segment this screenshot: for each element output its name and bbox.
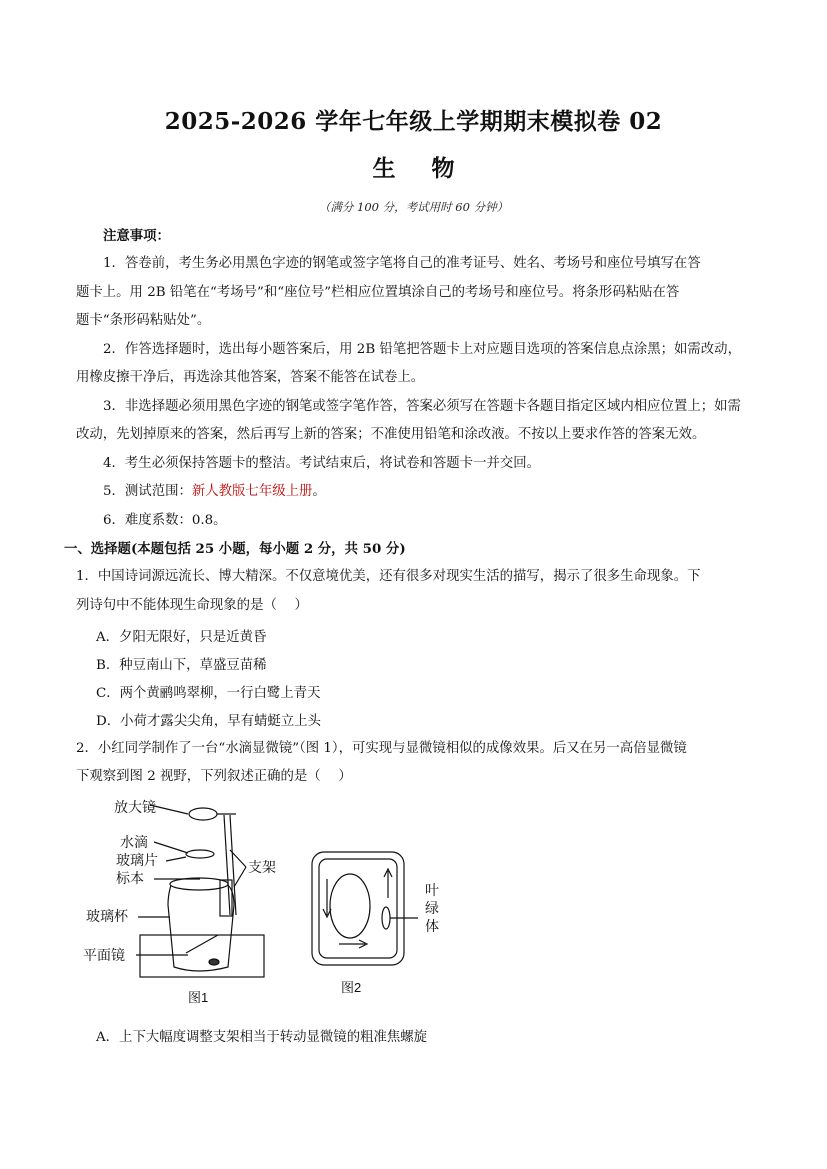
vacuole	[330, 874, 370, 938]
notice-item-3-line-1: 3．非选择题必须用黑色字迹的钢笔或签字笔作答，答案必须写在答题卡各题目指定区域内相应位置上；如需	[103, 399, 741, 414]
leader-water-drop	[154, 842, 188, 853]
question-2-option-a: A．上下大幅度调整支架相当于转动显微镜的粗准焦螺旋	[96, 1030, 428, 1045]
score-note: （满分 100 分，考试用时 60 分钟）	[318, 200, 509, 214]
question-1-line-2: 列诗句中不能体现生命现象的是（ ）	[76, 598, 308, 613]
label-flat-mirror: 平面镜	[83, 947, 125, 963]
question-1-option-d: D．小荷才露尖尖角，早有蜻蜓立上头	[96, 714, 321, 729]
question-1-option-c: C．两个黄鹂鸣翠柳，一行白鹭上青天	[96, 686, 321, 701]
notice-item-5	[103, 482, 783, 502]
question-2-figure	[78, 795, 439, 1010]
label-magnifier: 放大镜	[114, 799, 156, 815]
glass-cup-shape	[168, 885, 234, 971]
chloroplast-shape	[382, 907, 390, 929]
label-fig2: 图2	[341, 980, 362, 995]
notice-item-3-line-2: 改动，先划掉原来的答案，然后再写上新的答案；不准使用铅笔和涂改液。不按以上要求作答的答案无效。	[76, 427, 706, 442]
question-2-line-1: 2．小红同学制作了一台“水滴显微镜”（图 1），可实现与显微镜相似的成像效果。后又在另一高倍显微镜	[76, 741, 687, 756]
question-2-line-2: 下观察到图 2 视野，下列叙述正确的是（ ）	[76, 769, 352, 784]
section-1-heading: 一、选择题(本题包括 25 小题，每小题 2 分，共 50 分)	[64, 541, 406, 557]
notice-item-1-line-2: 题卡上。用 2B 铅笔在“考场号”和“座位号”栏相应位置填涂自己的考场号和座位号。将条形码粘贴在答	[76, 285, 680, 300]
label-fig1: 图1	[188, 990, 209, 1005]
question-1-option-b: B．种豆南山下，草盛豆苗稀	[96, 658, 267, 673]
notice-item-6: 6．难度系数：0.8。	[103, 513, 227, 528]
notice-item-5-suffix: 。	[312, 484, 326, 499]
support-rod-2	[230, 815, 236, 915]
leader-slide	[166, 857, 186, 861]
label-chloroplast-2: 绿	[425, 900, 439, 916]
question-1-option-a: A．夕阳无限好，只是近黄昏	[96, 630, 267, 645]
support-rod-1	[224, 815, 230, 915]
notice-item-4: 4．考生必须保持答题卡的整洁。考试结束后，将试卷和答题卡一并交回。	[103, 456, 541, 471]
label-glass-cup: 玻璃杯	[86, 908, 128, 924]
label-water-drop: 水滴	[120, 834, 148, 850]
notice-item-2-line-2: 用橡皮擦干净后，再选涂其他答案，答案不能答在试卷上。	[76, 370, 425, 385]
page-title: 2025-2026 学年七年级上学期期末模拟卷 02	[164, 108, 663, 135]
cell-wall-outer	[312, 852, 404, 965]
cup-rim	[170, 878, 228, 890]
notice-item-2-line-1: 2．作答选择题时，选出每小题答案后，用 2B 铅笔把答题卡上对应题目选项的答案信息点涂黑；如需改动，	[103, 342, 741, 357]
leader-support-2	[234, 867, 246, 887]
flat-mirror-shape	[186, 935, 218, 953]
magnifier-lens	[189, 808, 217, 820]
label-specimen: 标本	[116, 870, 144, 886]
subject-title: 生 物	[372, 155, 469, 182]
notice-item-1-line-1: 1．答卷前，考生务必用黑色字迹的钢笔或签字笔将自己的准考证号、姓名、考场号和座位号填写在答	[103, 256, 701, 271]
label-glass-slide: 玻璃片	[116, 852, 158, 868]
mirror-stand	[209, 959, 219, 965]
label-chloroplast-3: 体	[425, 918, 439, 934]
test-scope: 新人教版七年级上册	[191, 484, 313, 499]
notice-item-5-prefix: 5．测试范围：	[103, 484, 192, 499]
notice-heading: 注意事项：	[103, 228, 170, 244]
label-support: 支架	[248, 859, 276, 875]
question-1-line-1: 1．中国诗词源远流长、博大精深。不仅意境优美，还有很多对现实生活的描写，揭示了很多生命现象。下	[76, 569, 701, 584]
water-drop-shape	[186, 850, 214, 858]
notice-item-1-line-3: 题卡“条形码粘贴处”。	[76, 313, 211, 328]
label-chloroplast-1: 叶	[425, 882, 439, 898]
